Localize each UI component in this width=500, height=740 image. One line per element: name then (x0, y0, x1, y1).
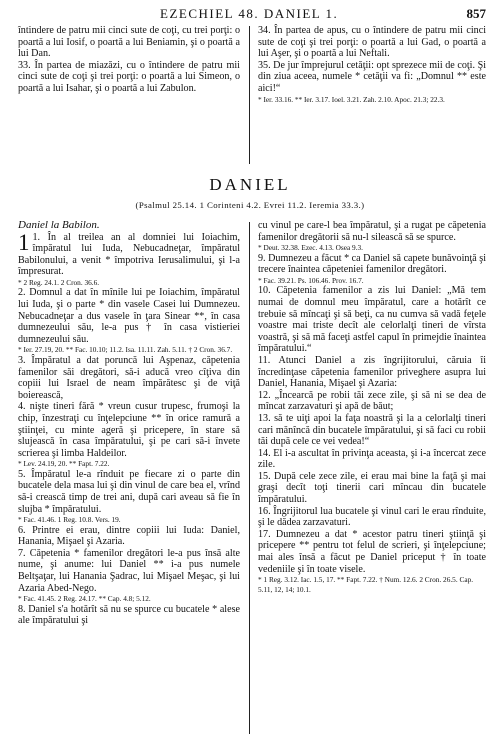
running-head: EZECHIEL 48. DANIEL 1. (160, 6, 339, 21)
verse: 14. El i-a ascultat în privinţa aceasta, şi i-a încercat zece zile. (258, 447, 486, 471)
verse: 33. În partea de miazăzi, cu o întindere de patru mii cinci sute de coţi şi trei porţi: o poartă a lui Simeon, o poartă a lui Isahar, şi o poartă a lui Zabulon. (18, 59, 240, 94)
verse: 35. De jur împrejurul cetăţii: opt sprezece mii de coţi. Şi din ziua aceea, numele * cetăţii va fi: „Domnul ** este aici!“ (258, 59, 486, 94)
verse: 17. Dumnezeu a dat * acestor patru tineri ştiinţă şi pricepere ** pentru tot felul de scrieri, şi înţelepciune; mai ales însă a făcut pe Daniel priceput † în toate vedeniile şi în toate visele. (258, 528, 486, 575)
column-divider (249, 222, 250, 734)
book-title: DANIEL (209, 175, 291, 194)
book-references: (Psalmul 25.14. 1 Corinteni 4.2. Evrei 11.2. Ieremia 33.3.) (135, 200, 365, 210)
cross-reference: * Ier. 27.19, 20. ** Fac. 10.10; 11.2. Isa. 11.11. Zah. 5.11. † 2 Cron. 36.7. (18, 345, 233, 355)
cross-reference: * Fac. 41.46. 1 Reg. 10.8. Vers. 19. (18, 515, 121, 525)
cross-reference: * Deut. 32.38. Ezec. 4.13. Osea 9.3. (258, 243, 363, 253)
cross-reference: * 2 Reg. 24.1. 2 Cron. 36.6. (18, 277, 100, 287)
verse: 9. Dumnezeu a făcut * ca Daniel să capete bunăvoinţă şi trecere înaintea căpeteniei famenilor dregători. (258, 252, 486, 276)
cross-reference: * Fac. 39.21. Ps. 106.46. Prov. 16.7. (258, 275, 364, 285)
verse: 4. nişte tineri fără * vreun cusur trupesc, frumoşi la chip, înzestraţi cu înţelepciune ** în orice ramură a ştiinţei, cu minte ageră şi pricepere, în stare să slujească în casa împăratului, şi pe cari să-i învete scrierea şi limba Haldeilor. (18, 401, 240, 459)
cross-reference: * Lev. 24.19, 20. ** Fapt. 7.22. (18, 459, 110, 469)
verse: 7. Căpetenia * famenilor dregători le-a pus însă alte nume, şi anume: lui Daniel ** i-a pus numele Beltşaţar, lui Hanania Şadrac, lui Mişael Meşac, şi lui Azaria Abed-Nego. (18, 547, 240, 594)
verse: întindere de patru mii cinci sute de coţi, cu trei porţi: o poartă a lui Iosif, o poartă a lui Beniamin, şi o poartă a lui Dan. (18, 25, 240, 60)
column-divider (249, 26, 250, 164)
section-heading: Daniel la Babilon. (18, 219, 100, 231)
verse: 3. Împăratul a dat poruncă lui Aşpenaz, căpetenia famenilor săi dregători, să-i aducă vreo cîţiva din copiii lui Israel de neam împărătesc şi de viţă boierească, (18, 354, 240, 401)
cross-reference: * Fac. 41.45. 2 Reg. 24.17. ** Cap. 4.8; 5.12. (18, 594, 151, 604)
verse: 16. Îngrijitorul lua bucatele şi vinul cari le erau rînduite, şi le dădea zarzavaturi. (258, 505, 486, 529)
daniel-left-column (18, 220, 240, 627)
verse: 1. În al treilea an al domniei lui Ioiachim, împăratul lui Iuda, Nebucadneţar, împăratul Babilonului, a venit * împotriva Ierusalimului, şi l-a împresurat. (18, 231, 240, 278)
verse: 8. Daniel s'a hotărît să nu se spurce cu bucatele * alese ale împăratului şi (18, 603, 240, 627)
verse: 15. După cele zece zile, ei erau mai bine la faţă şi mai graşi decît toţi tinerii cari mîncau din bucatele împăratului. (258, 470, 486, 506)
verse: 12. „Încearcă pe robii tăi zece zile, şi să ni se dea de mîncat zarzavaturi şi apă de băut; (258, 389, 486, 413)
verse: 34. În partea de apus, cu o întindere de patru mii cinci sute de coţi şi trei porţi: o poartă a lui Gad, o poartă a lui Aşer, şi o poartă a lui Neftali. (258, 25, 486, 60)
verse: 5. Împăratul le-a rînduit pe fiecare zi o parte din bucatele dela masa lui şi din vinul de care bea el, vrînd să-i crească timp de trei ani, după cari aveau să fie în slujba * împăratului. (18, 468, 240, 515)
cross-reference: * 1 Reg. 3.12. Iac. 1.5, 17. ** Fapt. 7.22. † Num. 12.6. 2 Cron. 26.5. Cap. 5.11, 12, 14; 10.1. (258, 575, 474, 594)
chapter-number: 1 (18, 229, 30, 255)
ezekiel-left-column (18, 25, 240, 95)
ezekiel-right-column (258, 25, 486, 104)
verse: 2. Domnul a dat în mînile lui pe Ioiachim, împăratul lui Iuda, şi o parte * din vasele Casei lui Dumnezeu. Nebucadneţar a dus vasele în ţara Sinear **, în casa dumnezeului său, le-a pus † în casa vistieriei dumnezeului său. (18, 287, 240, 345)
verse: cu vinul pe care-l bea împăratul, şi a rugat pe căpetenia famenilor dregătorii să nu-l silească să se spurce. (258, 220, 486, 243)
page-header (0, 6, 500, 22)
verse: 11. Atunci Daniel a zis îngrijitorului, căruia îi încredinţase căpetenia famenilor priveghere asupra lui Daniel, Hanania, Mişael şi Azaria: (258, 354, 486, 390)
daniel-right-column (258, 220, 486, 594)
page-number: 857 (466, 6, 486, 21)
verse: 6. Printre ei erau, dintre copiii lui Iuda: Daniel, Hanania, Mişael şi Azaria. (18, 524, 240, 548)
verse: 13. să te uiţi apoi la faţa noastră şi la a celorlalţi tineri cari mănîncă din bucatele împăratului, şi să faci cu robii tăi după cele ce vei vedea!“ (258, 412, 486, 448)
cross-reference: * Ier. 33.16. ** Ier. 3.17. Ioel. 3.21. Zah. 2.10. Apoc. 21.3; 22.3. (258, 94, 445, 104)
verse: 10. Căpetenia famenilor a zis lui Daniel: „Mă tem numai de domnul meu împăratul, care a hotărît ce trebuie să mîncaţi şi să beţi, ca nu cumva să vadă feţele voastre mai triste decît ale celorlalţi tineri de vîrsta voastră, şi să mă faceţi astfel capul în primejdie înaintea împăratului.“ (258, 285, 486, 355)
